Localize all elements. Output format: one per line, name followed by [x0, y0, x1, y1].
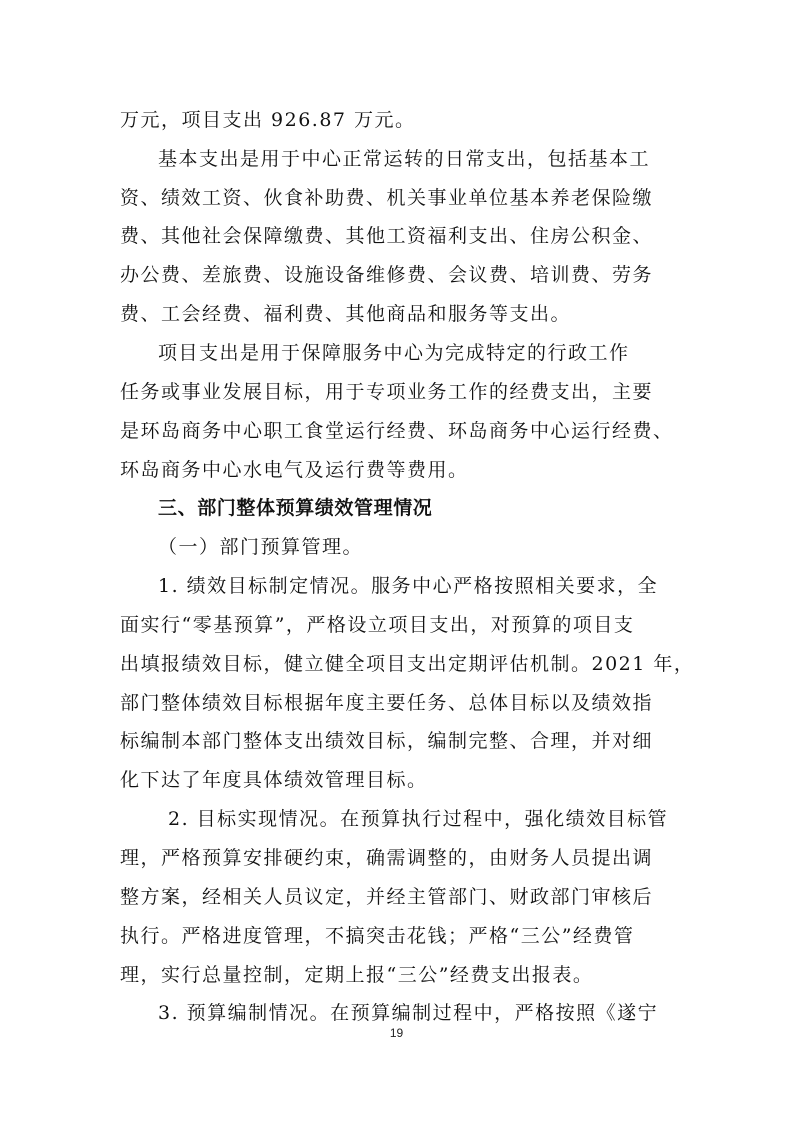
text-line: 化下达了年度具体绩效管理目标。 [120, 769, 428, 791]
text-line: 万元，项目支出 926.87 万元。 [120, 109, 416, 131]
paragraph-first-line: 项目支出是用于保障服务中心为完成特定的行政工作 [158, 342, 630, 364]
text-line: 出填报绩效目标，健立健全项目支出定期评估机制。2021 年， [120, 653, 695, 675]
paragraph-first-line: 3. 预算编制情况。在预算编制过程中，严格按照《遂宁 [158, 1002, 659, 1024]
text-line: 部门整体绩效目标根据年度主要任务、总体目标以及绩效指 [120, 692, 654, 714]
page-number: 19 [389, 1026, 404, 1040]
paragraph-first-line: 2. 目标实现情况。在预算执行过程中，强化绩效目标管 [168, 808, 669, 830]
text-line: 费、工会经费、福利费、其他商品和服务等支出。 [120, 303, 572, 325]
text-line: 整方案，经相关人员议定，并经主管部门、财政部门审核后 [120, 886, 654, 908]
text-line: 任务或事业发展目标，用于专项业务工作的经费支出，主要 [120, 381, 654, 403]
text-line: 费、其他社会保障缴费、其他工资福利支出、住房公积金、 [120, 225, 654, 247]
text-line: 执行。严格进度管理，不搞突击花钱；严格“三公”经费管 [120, 925, 635, 947]
text-line: 标编制本部门整体支出绩效目标，编制完整、合理，并对细 [120, 730, 654, 752]
text-line: 办公费、差旅费、设施设备维修费、会议费、培训费、劳务 [120, 264, 654, 286]
paragraph-first-line: 基本支出是用于中心正常运转的日常支出，包括基本工 [158, 148, 651, 170]
section-heading: 三、部门整体预算绩效管理情况 [158, 497, 433, 519]
paragraph-first-line: 1. 绩效目标制定情况。服务中心严格按照相关要求，全 [158, 575, 659, 597]
text-line: 理，实行总量控制，定期上报“三公”经费支出报表。 [120, 964, 594, 986]
text-line: 是环岛商务中心职工食堂运行经费、环岛商务中心运行经费、 [120, 420, 674, 442]
text-line: 资、绩效工资、伙食补助费、机关事业单位基本养老保险缴 [120, 187, 654, 209]
text-line: 理，严格预算安排硬约束，确需调整的，由财务人员提出调 [120, 847, 654, 869]
text-line: 环岛商务中心水电气及运行费等费用。 [120, 459, 469, 481]
text-line: 面实行“零基预算”，严格设立项目支出，对预算的项目支 [120, 614, 635, 636]
subsection-heading: （一）部门预算管理。 [158, 536, 364, 558]
